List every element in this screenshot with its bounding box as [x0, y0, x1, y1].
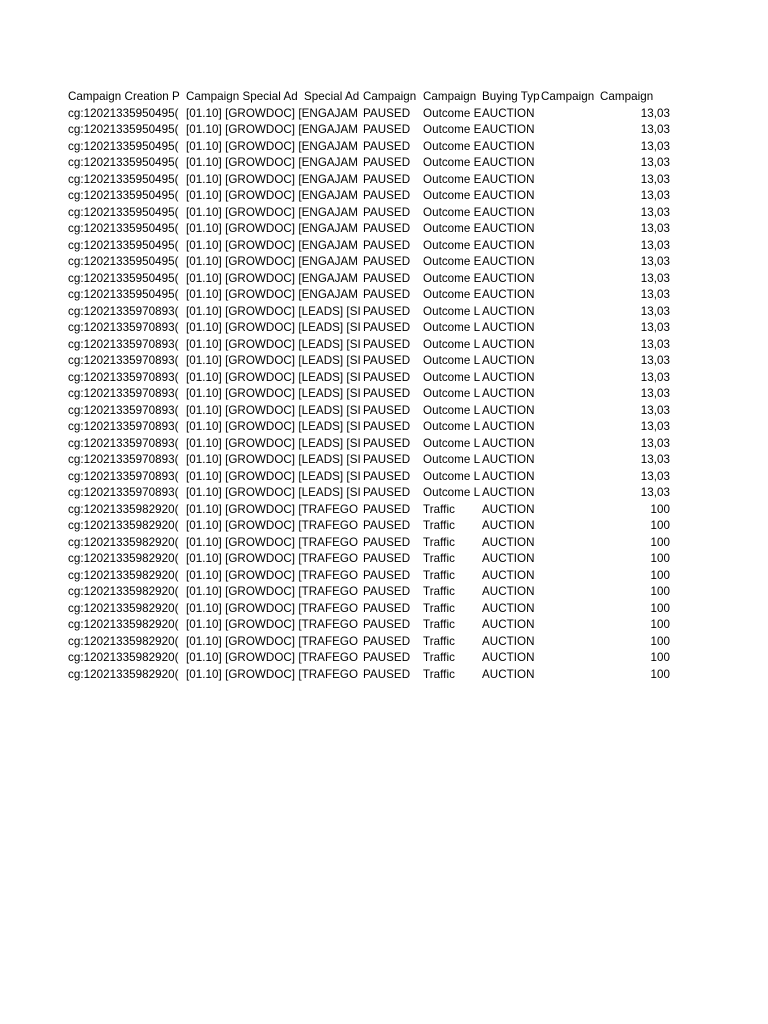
cell-buying-type: AUCTION — [482, 469, 535, 483]
cell-buying-type: AUCTION — [482, 601, 535, 615]
cell-status: PAUSED — [363, 387, 411, 400]
cell-objective: Outcome E — [423, 238, 482, 252]
cell-campaign-name: [01.10] [GROWDOC] [LEADS] [SI — [186, 486, 361, 499]
cell-campaign-name: [01.10] [GROWDOC] [TRAFEGO — [186, 618, 359, 631]
cell-campaign-name: [01.10] [GROWDOC] [LEADS] [SI — [186, 420, 361, 433]
cell-bid-value: 100 — [650, 535, 670, 549]
cell-status: PAUSED — [363, 354, 411, 367]
cell-campaign-id: cg:12021335950495( — [68, 106, 179, 120]
cell-status: PAUSED — [363, 486, 411, 499]
cell-status: PAUSED — [363, 205, 411, 219]
cell-campaign-name: [01.10] [GROWDOC] [TRAFEGO — [186, 502, 359, 516]
cell-objective: Traffic — [423, 667, 455, 681]
cell-bid-value: 13,03 — [640, 486, 670, 499]
cell-bid-value: 13,03 — [640, 172, 670, 186]
cell-campaign-id: cg:12021335970893( — [68, 453, 179, 466]
cell-campaign-name: [01.10] [GROWDOC] [LEADS] [SI — [186, 436, 361, 450]
cell-objective: Traffic — [423, 502, 455, 516]
cell-campaign-id: cg:12021335970893( — [68, 321, 179, 334]
cell-campaign-name: [01.10] [GROWDOC] [ENGAJAM — [186, 106, 359, 120]
cell-bid-value: 100 — [650, 667, 670, 681]
cell-buying-type: AUCTION — [482, 403, 535, 417]
cell-campaign-id: cg:12021335982920( — [68, 634, 179, 648]
cell-buying-type: AUCTION — [482, 321, 535, 334]
cell-objective: Outcome L — [423, 469, 481, 483]
cell-objective: Traffic — [423, 535, 455, 549]
cell-campaign-name: [01.10] [GROWDOC] [ENGAJAM — [186, 288, 359, 301]
cell-campaign-id: cg:12021335970893( — [68, 469, 179, 483]
cell-campaign-id: cg:12021335982920( — [68, 502, 179, 516]
cell-objective: Outcome L — [423, 321, 481, 334]
cell-objective: Outcome E — [423, 288, 482, 301]
cell-buying-type: AUCTION — [482, 585, 535, 598]
cell-objective: Outcome E — [423, 123, 482, 136]
cell-campaign-name: [01.10] [GROWDOC] [LEADS] [SI — [186, 370, 361, 384]
cell-status: PAUSED — [363, 222, 411, 235]
cell-bid-value: 13,03 — [640, 106, 670, 120]
cell-campaign-id: cg:12021335982920( — [68, 552, 179, 565]
cell-buying-type: AUCTION — [482, 304, 535, 318]
cell-status: PAUSED — [363, 403, 411, 417]
cell-campaign-id: cg:12021335950495( — [68, 205, 179, 219]
cell-campaign-name: [01.10] [GROWDOC] [ENGAJAM — [186, 238, 359, 252]
cell-campaign-name: [01.10] [GROWDOC] [ENGAJAM — [186, 139, 359, 153]
cell-objective: Traffic — [423, 519, 455, 532]
cell-buying-type: AUCTION — [482, 618, 535, 631]
cell-campaign-name: [01.10] [GROWDOC] [LEADS] [SI — [186, 354, 361, 367]
cell-campaign-name: [01.10] [GROWDOC] [ENGAJAM — [186, 205, 359, 219]
cell-bid-value: 13,03 — [640, 255, 670, 268]
cell-campaign-id: cg:12021335950495( — [68, 139, 179, 153]
cell-campaign-id: cg:12021335950495( — [68, 271, 179, 285]
cell-objective: Outcome L — [423, 337, 481, 351]
column-header-campaign-creation-p: Campaign Creation P — [68, 90, 180, 103]
cell-bid-value: 100 — [650, 552, 670, 565]
cell-objective: Traffic — [423, 634, 455, 648]
cell-campaign-name: [01.10] [GROWDOC] [TRAFEGO — [186, 601, 359, 615]
cell-bid-value: 100 — [650, 651, 670, 664]
cell-status: PAUSED — [363, 370, 411, 384]
cell-buying-type: AUCTION — [482, 106, 535, 120]
cell-campaign-id: cg:12021335970893( — [68, 354, 179, 367]
cell-objective: Outcome E — [423, 205, 482, 219]
cell-campaign-name: [01.10] [GROWDOC] [TRAFEGO — [186, 585, 359, 598]
cell-status: PAUSED — [363, 634, 411, 648]
cell-campaign-id: cg:12021335950495( — [68, 222, 179, 235]
cell-buying-type: AUCTION — [482, 568, 535, 582]
cell-buying-type: AUCTION — [482, 370, 535, 384]
cell-objective: Outcome E — [423, 222, 482, 235]
cell-objective: Outcome L — [423, 304, 481, 318]
cell-bid-value: 13,03 — [640, 156, 670, 169]
cell-buying-type: AUCTION — [482, 139, 535, 153]
cell-campaign-name: [01.10] [GROWDOC] [LEADS] [SI — [186, 337, 361, 351]
cell-objective: Outcome L — [423, 370, 481, 384]
cell-bid-value: 13,03 — [640, 337, 670, 351]
cell-status: PAUSED — [363, 139, 411, 153]
cell-campaign-name: [01.10] [GROWDOC] [TRAFEGO — [186, 568, 359, 582]
cell-buying-type: AUCTION — [482, 651, 535, 664]
cell-buying-type: AUCTION — [482, 436, 535, 450]
cell-status: PAUSED — [363, 337, 411, 351]
cell-status: PAUSED — [363, 453, 411, 466]
cell-objective: Outcome L — [423, 354, 481, 367]
cell-buying-type: AUCTION — [482, 255, 535, 268]
cell-status: PAUSED — [363, 601, 411, 615]
cell-status: PAUSED — [363, 519, 411, 532]
cell-buying-type: AUCTION — [482, 387, 535, 400]
cell-objective: Outcome E — [423, 271, 482, 285]
column-header-buying-type: Buying Typ — [482, 90, 540, 103]
cell-buying-type: AUCTION — [482, 222, 535, 235]
cell-bid-value: 13,03 — [640, 453, 670, 466]
cell-campaign-id: cg:12021335970893( — [68, 486, 179, 499]
cell-status: PAUSED — [363, 172, 411, 186]
cell-objective: Traffic — [423, 585, 455, 598]
cell-buying-type: AUCTION — [482, 519, 535, 532]
cell-buying-type: AUCTION — [482, 667, 535, 681]
cell-campaign-name: [01.10] [GROWDOC] [ENGAJAM — [186, 172, 359, 186]
cell-campaign-id: cg:12021335950495( — [68, 255, 179, 268]
cell-campaign-id: cg:12021335970893( — [68, 304, 179, 318]
cell-objective: Outcome L — [423, 387, 481, 400]
cell-status: PAUSED — [363, 156, 411, 169]
cell-status: PAUSED — [363, 106, 411, 120]
cell-bid-value: 100 — [650, 634, 670, 648]
cell-bid-value: 13,03 — [640, 288, 670, 301]
cell-status: PAUSED — [363, 123, 411, 136]
cell-status: PAUSED — [363, 255, 411, 268]
cell-objective: Outcome E — [423, 172, 482, 186]
cell-bid-value: 13,03 — [640, 205, 670, 219]
cell-campaign-id: cg:12021335970893( — [68, 436, 179, 450]
cell-bid-value: 100 — [650, 585, 670, 598]
cell-bid-value: 100 — [650, 618, 670, 631]
cell-campaign-id: cg:12021335950495( — [68, 238, 179, 252]
cell-objective: Traffic — [423, 618, 455, 631]
cell-buying-type: AUCTION — [482, 502, 535, 516]
cell-campaign-id: cg:12021335970893( — [68, 370, 179, 384]
cell-campaign-id: cg:12021335970893( — [68, 420, 179, 433]
cell-bid-value: 13,03 — [640, 222, 670, 235]
cell-bid-value: 13,03 — [640, 420, 670, 433]
cell-objective: Traffic — [423, 651, 455, 664]
column-header-special-ad: Special Ad — [304, 90, 360, 103]
cell-campaign-name: [01.10] [GROWDOC] [TRAFEGO — [186, 519, 359, 532]
cell-campaign-name: [01.10] [GROWDOC] [TRAFEGO — [186, 667, 359, 681]
cell-campaign-id: cg:12021335982920( — [68, 601, 179, 615]
cell-bid-value: 13,03 — [640, 436, 670, 450]
cell-campaign-id: cg:12021335982920( — [68, 585, 179, 598]
cell-campaign-name: [01.10] [GROWDOC] [ENGAJAM — [186, 189, 359, 202]
cell-buying-type: AUCTION — [482, 123, 535, 136]
cell-status: PAUSED — [363, 304, 411, 318]
cell-objective: Traffic — [423, 552, 455, 565]
cell-bid-value: 13,03 — [640, 387, 670, 400]
cell-campaign-name: [01.10] [GROWDOC] [ENGAJAM — [186, 271, 359, 285]
cell-buying-type: AUCTION — [482, 354, 535, 367]
cell-buying-type: AUCTION — [482, 238, 535, 252]
cell-campaign-name: [01.10] [GROWDOC] [LEADS] [SI — [186, 453, 361, 466]
cell-status: PAUSED — [363, 321, 411, 334]
cell-objective: Outcome L — [423, 420, 481, 433]
cell-status: PAUSED — [363, 585, 411, 598]
cell-campaign-name: [01.10] [GROWDOC] [ENGAJAM — [186, 156, 359, 169]
cell-campaign-name: [01.10] [GROWDOC] [LEADS] [SI — [186, 387, 361, 400]
cell-objective: Outcome E — [423, 139, 482, 153]
cell-buying-type: AUCTION — [482, 420, 535, 433]
cell-status: PAUSED — [363, 502, 411, 516]
column-header-campaign-b: Campaign — [423, 90, 477, 103]
cell-campaign-id: cg:12021335982920( — [68, 568, 179, 582]
cell-campaign-id: cg:12021335982920( — [68, 651, 179, 664]
cell-status: PAUSED — [363, 667, 411, 681]
cell-campaign-id: cg:12021335970893( — [68, 387, 179, 400]
cell-buying-type: AUCTION — [482, 453, 535, 466]
column-header-campaign-d: Campaign — [600, 90, 654, 103]
cell-campaign-name: [01.10] [GROWDOC] [LEADS] [SI — [186, 304, 361, 318]
cell-objective: Outcome E — [423, 156, 482, 169]
cell-campaign-name: [01.10] [GROWDOC] [ENGAJAM — [186, 255, 359, 268]
cell-status: PAUSED — [363, 651, 411, 664]
cell-buying-type: AUCTION — [482, 337, 535, 351]
cell-objective: Outcome L — [423, 486, 481, 499]
cell-bid-value: 13,03 — [640, 271, 670, 285]
cell-campaign-name: [01.10] [GROWDOC] [LEADS] [SI — [186, 321, 361, 334]
cell-objective: Traffic — [423, 601, 455, 615]
column-header-campaign-special-ad: Campaign Special Ad — [186, 90, 298, 103]
cell-campaign-id: cg:12021335970893( — [68, 337, 179, 351]
cell-campaign-id: cg:12021335950495( — [68, 123, 179, 136]
cell-campaign-id: cg:12021335982920( — [68, 535, 179, 549]
cell-buying-type: AUCTION — [482, 535, 535, 549]
cell-status: PAUSED — [363, 469, 411, 483]
cell-status: PAUSED — [363, 618, 411, 631]
cell-campaign-id: cg:12021335950495( — [68, 172, 179, 186]
cell-buying-type: AUCTION — [482, 288, 535, 301]
cell-status: PAUSED — [363, 568, 411, 582]
cell-campaign-name: [01.10] [GROWDOC] [LEADS] [SI — [186, 469, 361, 483]
cell-campaign-name: [01.10] [GROWDOC] [ENGAJAM — [186, 222, 359, 235]
cell-bid-value: 13,03 — [640, 123, 670, 136]
cell-objective: Outcome L — [423, 453, 481, 466]
cell-campaign-id: cg:12021335982920( — [68, 618, 179, 631]
cell-objective: Outcome L — [423, 436, 481, 450]
cell-bid-value: 13,03 — [640, 403, 670, 417]
cell-bid-value: 100 — [650, 601, 670, 615]
cell-buying-type: AUCTION — [482, 189, 535, 202]
cell-bid-value: 13,03 — [640, 304, 670, 318]
cell-campaign-name: [01.10] [GROWDOC] [TRAFEGO — [186, 634, 359, 648]
cell-bid-value: 13,03 — [640, 238, 670, 252]
cell-campaign-name: [01.10] [GROWDOC] [TRAFEGO — [186, 552, 359, 565]
cell-buying-type: AUCTION — [482, 172, 535, 186]
cell-objective: Outcome E — [423, 189, 482, 202]
column-header-campaign-c: Campaign — [541, 90, 595, 103]
cell-bid-value: 13,03 — [640, 370, 670, 384]
cell-status: PAUSED — [363, 271, 411, 285]
cell-buying-type: AUCTION — [482, 486, 535, 499]
cell-bid-value: 100 — [650, 519, 670, 532]
cell-bid-value: 13,03 — [640, 469, 670, 483]
cell-status: PAUSED — [363, 436, 411, 450]
cell-buying-type: AUCTION — [482, 205, 535, 219]
cell-buying-type: AUCTION — [482, 552, 535, 565]
cell-campaign-id: cg:12021335950495( — [68, 288, 179, 301]
cell-objective: Outcome E — [423, 106, 482, 120]
cell-bid-value: 13,03 — [640, 321, 670, 334]
cell-bid-value: 13,03 — [640, 189, 670, 202]
cell-campaign-id: cg:12021335982920( — [68, 667, 179, 681]
cell-campaign-name: [01.10] [GROWDOC] [TRAFEGO — [186, 651, 359, 664]
cell-buying-type: AUCTION — [482, 634, 535, 648]
cell-bid-value: 100 — [650, 502, 670, 516]
cell-objective: Traffic — [423, 568, 455, 582]
cell-status: PAUSED — [363, 535, 411, 549]
cell-status: PAUSED — [363, 552, 411, 565]
cell-campaign-id: cg:12021335950495( — [68, 189, 179, 202]
cell-buying-type: AUCTION — [482, 271, 535, 285]
cell-objective: Outcome E — [423, 255, 482, 268]
cell-campaign-id: cg:12021335982920( — [68, 519, 179, 532]
cell-status: PAUSED — [363, 288, 411, 301]
cell-status: PAUSED — [363, 420, 411, 433]
cell-status: PAUSED — [363, 189, 411, 202]
cell-status: PAUSED — [363, 238, 411, 252]
cell-campaign-name: [01.10] [GROWDOC] [TRAFEGO — [186, 535, 359, 549]
cell-campaign-name: [01.10] [GROWDOC] [ENGAJAM — [186, 123, 359, 136]
cell-bid-value: 13,03 — [640, 354, 670, 367]
cell-bid-value: 100 — [650, 568, 670, 582]
cell-bid-value: 13,03 — [640, 139, 670, 153]
cell-campaign-id: cg:12021335970893( — [68, 403, 179, 417]
cell-campaign-id: cg:12021335950495( — [68, 156, 179, 169]
column-header-campaign-a: Campaign — [363, 90, 417, 103]
cell-objective: Outcome L — [423, 403, 481, 417]
cell-campaign-name: [01.10] [GROWDOC] [LEADS] [SI — [186, 403, 361, 417]
cell-buying-type: AUCTION — [482, 156, 535, 169]
